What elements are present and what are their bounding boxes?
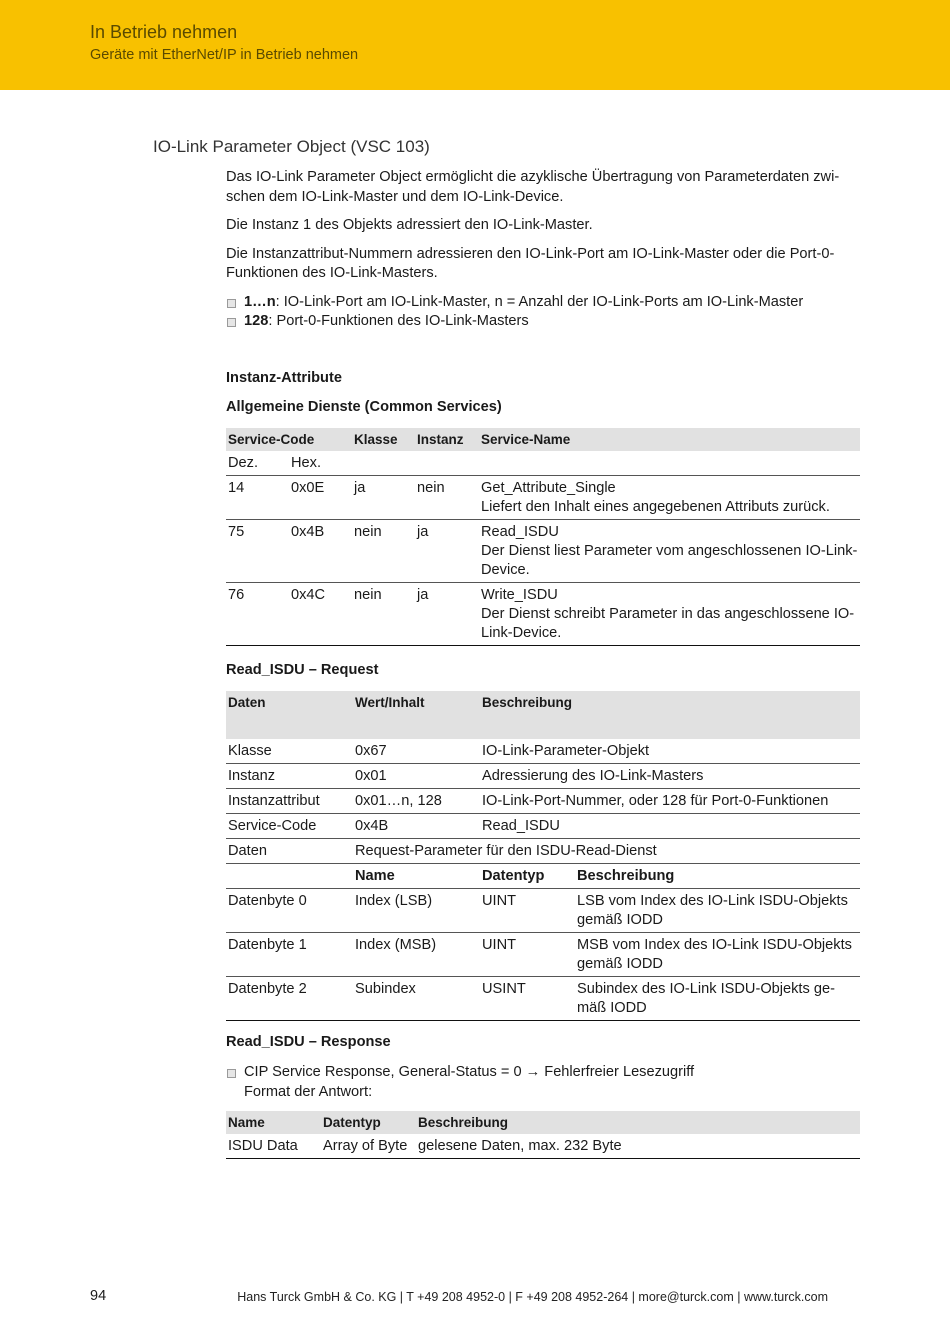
table-row: ISDU Data Array of Byte gelesene Daten, max. 232 Byte	[226, 1134, 860, 1159]
bullet-list	[226, 293, 860, 332]
paragraph: Die Instanzattribut-Nummern adressieren den IO-Link-Port am IO-Link-Master oder die Port-0-Funktionen des IO-Link-Masters.	[226, 245, 835, 281]
column-header: Service-Code	[226, 428, 352, 451]
table-row: Instanz 0x01 Adressierung des IO-Link-Masters	[226, 764, 860, 789]
column-header: Service-Name	[479, 428, 860, 451]
intro-text	[226, 168, 860, 332]
response-table	[226, 1111, 860, 1159]
table-row: Datenbyte 2 Subindex USINT Subindex des IO-Link ISDU-Objekts ge-mäß IODD	[226, 977, 860, 1021]
column-header: Beschreibung	[480, 691, 860, 739]
table-row: 75 0x4B nein ja Read_ISDU Der Dienst liest Parameter vom angeschlossenen IO-Link-Device.	[226, 520, 860, 583]
bullet-square-icon	[227, 299, 236, 308]
heading-instanz-attribute: Instanz-Attribute	[226, 370, 342, 386]
table-row: Instanzattribut 0x01…n, 128 IO-Link-Port-Nummer, oder 128 für Port-0-Funktionen	[226, 789, 860, 814]
list-item: CIP Service Response, General-Status = 0 → Fehlerfreier Lesezugriff Format der Antwort:	[226, 1063, 860, 1102]
list-item: 128: Port-0-Funktionen des IO-Link-Masters	[226, 312, 860, 332]
column-header: Datentyp	[321, 1111, 416, 1134]
bullet-square-icon	[227, 1069, 236, 1078]
header-title: In Betrieb nehmen	[90, 22, 238, 42]
column-header: Name	[226, 1111, 321, 1134]
arrow-right-icon: →	[525, 1064, 541, 1080]
response-bullet	[226, 1063, 860, 1102]
heading-read-isdu-response: Read_ISDU – Response	[226, 1034, 391, 1050]
services-table	[226, 428, 860, 646]
table-row: Service-Code 0x4B Read_ISDU	[226, 814, 860, 839]
paragraph: Die Instanz 1 des Objekts adressiert den IO-Link-Master.	[226, 217, 593, 233]
header-subtitle: Geräte mit EtherNet/IP in Betrieb nehmen	[90, 47, 359, 63]
table-row: 14 0x0E ja nein Get_Attribute_Single Liefert den Inhalt eines angegebenen Attributs zurück.	[226, 476, 860, 520]
paragraph: Das IO-Link Parameter Object ermöglicht die azyklische Übertragung von Parameterdaten zwi-schen dem IO-Link-Master und dem IO-Link-Device.	[226, 169, 840, 205]
table-row: Datenbyte 0 Index (LSB) UINT LSB vom Index des IO-Link ISDU-Objekts gemäß IODD	[226, 889, 860, 933]
table-row: Daten Request-Parameter für den ISDU-Read-Dienst	[226, 839, 860, 864]
column-header: Daten	[226, 691, 353, 739]
page-number: 94	[90, 1288, 107, 1304]
table-row: Datenbyte 1 Index (MSB) UINT MSB vom Index des IO-Link ISDU-Objekts gemäß IODD	[226, 933, 860, 977]
table-row: 76 0x4C nein ja Write_ISDU Der Dienst schreibt Parameter in das angeschlossene IO-Link-Device.	[226, 583, 860, 646]
section-title: IO-Link Parameter Object (VSC 103)	[153, 137, 430, 156]
request-table	[226, 691, 860, 1021]
column-header: Instanz	[415, 428, 479, 451]
heading-common-services: Allgemeine Dienste (Common Services)	[226, 399, 502, 415]
list-item: 1…n: IO-Link-Port am IO-Link-Master, n = Anzahl der IO-Link-Ports am IO-Link-Master	[226, 293, 860, 313]
subheader-cell: Dez.	[226, 451, 289, 476]
column-header: Klasse	[352, 428, 415, 451]
footer-contact: Hans Turck GmbH & Co. KG | T +49 208 4952-0 | F +49 208 4952-264 | more@turck.com | www.turck.com	[237, 1290, 828, 1304]
subheader-cell: Hex.	[289, 451, 352, 476]
table-subheader-row: Name Datentyp Beschreibung	[226, 864, 860, 889]
bullet-square-icon	[227, 318, 236, 327]
page-header	[0, 0, 950, 90]
column-header: Beschreibung	[416, 1111, 860, 1134]
heading-read-isdu-request: Read_ISDU – Request	[226, 662, 379, 678]
table-row: Klasse 0x67 IO-Link-Parameter-Objekt	[226, 739, 860, 764]
column-header: Wert/Inhalt	[353, 691, 480, 739]
